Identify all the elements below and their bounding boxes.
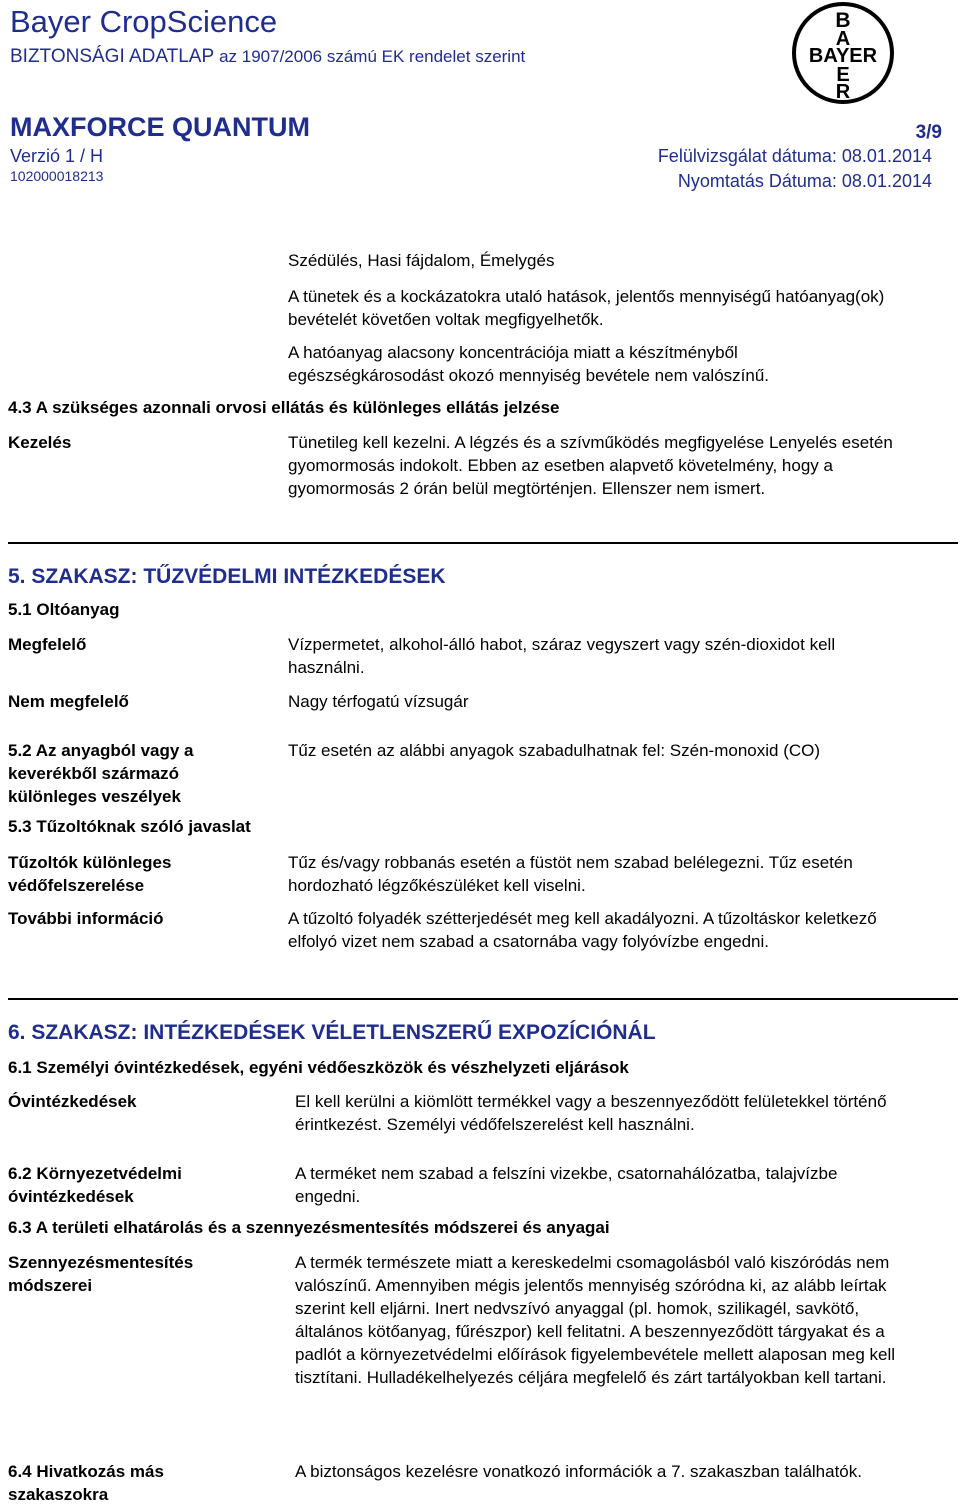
version-label: Verzió 1 / H [10,146,104,166]
further-info-label: További információ [8,909,164,928]
section-5-title: 5. SZAKASZ: TŰZVÉDELMI INTÉZKEDÉSEK [8,565,446,588]
treatment-text: Tünetileg kell kezelni. A légzés és a szívműködés megfigyelése Lenyelés esetén gyomormosás indokolt. Ebben az esetben alapvető követelmény, hogy a gyomormosás 2 órán belül megtörténjen. Ellenszer nem ismert. [288,433,893,498]
precautions-label: Óvintézkedések [8,1092,137,1111]
logo-letter-e: E [836,64,850,86]
concentration-text: A hatóanyag alacsony koncentrációja miatt a készítményből egészségkárosodást okozó mennyiség bevétele nem valószínű. [288,343,770,385]
section-divider [8,998,958,1000]
heading-5-2: 5.2 Az anyagból vagy a keverékből származó különleges veszélyek [8,741,194,806]
treatment-label: Kezelés [8,433,72,452]
cleanup-text: A termék természete miatt a kereskedelmi csomagolásból való kiszóródás nem valószínű. Amennyiben mégis jelentős mennyiség szóródna ki, az alább leírtak szerint kell eljárni. Inert nedvszívó anyaggal (pl. homok, szilikagél, savkötő, általános kötőanyag, fűrészpor) kell felitatni. A beszennyeződött tárgyakat és a padlót a környezetvédelmi előírások figyelembevétele mellett alaposan meg kell tisztítani. Hulladékelhelyezés céljára megfelelő és zárt tartályokban kell tartani. [295,1253,896,1387]
logo-letter-b: B [835,9,851,32]
heading-5-3: 5.3 Tűzoltóknak szóló javaslat [8,817,251,836]
logo-letter-r: R [835,81,851,103]
heading-5-1: 5.1 Oltóanyag [8,600,120,619]
cleanup-label: Szennyezésmentesítés módszerei [8,1253,194,1295]
effects-text: A tünetek és a kockázatokra utaló hatások, jelentős mennyiségű hatóanyag(ok) bevételét követően voltak megfigyelhetők. [288,287,885,329]
print-date: Nyomtatás Dátuma: 08.01.2014 [677,171,932,191]
reference-text: A biztonságos kezelésre vonatkozó információk a 7. szakaszban találhatók. [295,1462,862,1481]
heading-4-3: 4.3 A szükséges azonnali orvosi ellátás és különleges ellátás jelzése [8,398,560,417]
env-precautions-text: A terméket nem szabad a felszíni vizekbe, csatornahálózatba, talajvízbe engedni. [295,1164,838,1206]
section-divider [8,542,958,544]
ppe-label: Tűzoltók különleges védőfelszerelése [8,853,172,895]
unsuitable-label: Nem megfelelő [8,692,129,711]
logo-letter-a: A [835,28,851,50]
heading-6-3: 6.3 A területi elhatárolás és a szennyezésmentesítés módszerei és anyagai [8,1218,610,1237]
heading-6-1: 6.1 Személyi óvintézkedések, egyéni védőeszközök és vészhelyzeti eljárások [8,1058,629,1077]
hazards-text: Tűz esetén az alábbi anyagok szabadulhatnak fel: Szén-monoxid (CO) [288,741,821,760]
symptoms-text: Szédülés, Hasi fájdalom, Émelygés [288,251,555,270]
section-6-title: 6. SZAKASZ: INTÉZKEDÉSEK VÉLETLENSZERŰ EXPOZÍCIÓNÁL [8,1021,656,1044]
company-name: Bayer CropScience [10,4,278,39]
unsuitable-text: Nagy térfogatú vízsugár [288,692,469,711]
document-id: 102000018213 [10,168,104,184]
regulation-label: az 1907/2006 számú EK rendelet szerint [219,47,526,66]
document-type [10,46,525,68]
precautions-text: El kell kerülni a kiömlött termékkel vagy a beszennyeződött felületekkel történő érintkezést. Személyi védőfelszerelést kell használni. [295,1092,887,1134]
reference-label: 6.4 Hivatkozás más szakaszokra [8,1462,164,1504]
further-info-text: A tűzoltó folyadék szétterjedését meg kell akadályozni. A tűzoltáskor keletkező elfolyó vizet nem szabad a csatornába vagy folyóvízbe engedni. [288,909,877,951]
suitable-text: Vízpermetet, alkohol-álló habot, száraz vegyszert vagy szén-dioxidot kell használni. [288,635,836,677]
page-number: 3/9 [915,122,942,143]
bayer-logo [790,0,896,106]
product-name: MAXFORCE QUANTUM [10,112,310,142]
doc-type-label: BIZTONSÁGI ADATLAP [10,46,214,67]
env-precautions-label: 6.2 Környezetvédelmi óvintézkedések [8,1164,182,1206]
suitable-label: Megfelelő [8,635,87,654]
ppe-text: Tűz és/vagy robbanás esetén a füstöt nem szabad belélegezni. Tűz esetén hordozható légzőkészüléket kell viselni. [288,853,853,895]
logo-word: BAYER [808,45,878,67]
revision-date: Felülvizsgálat dátuma: 08.01.2014 [657,146,932,166]
